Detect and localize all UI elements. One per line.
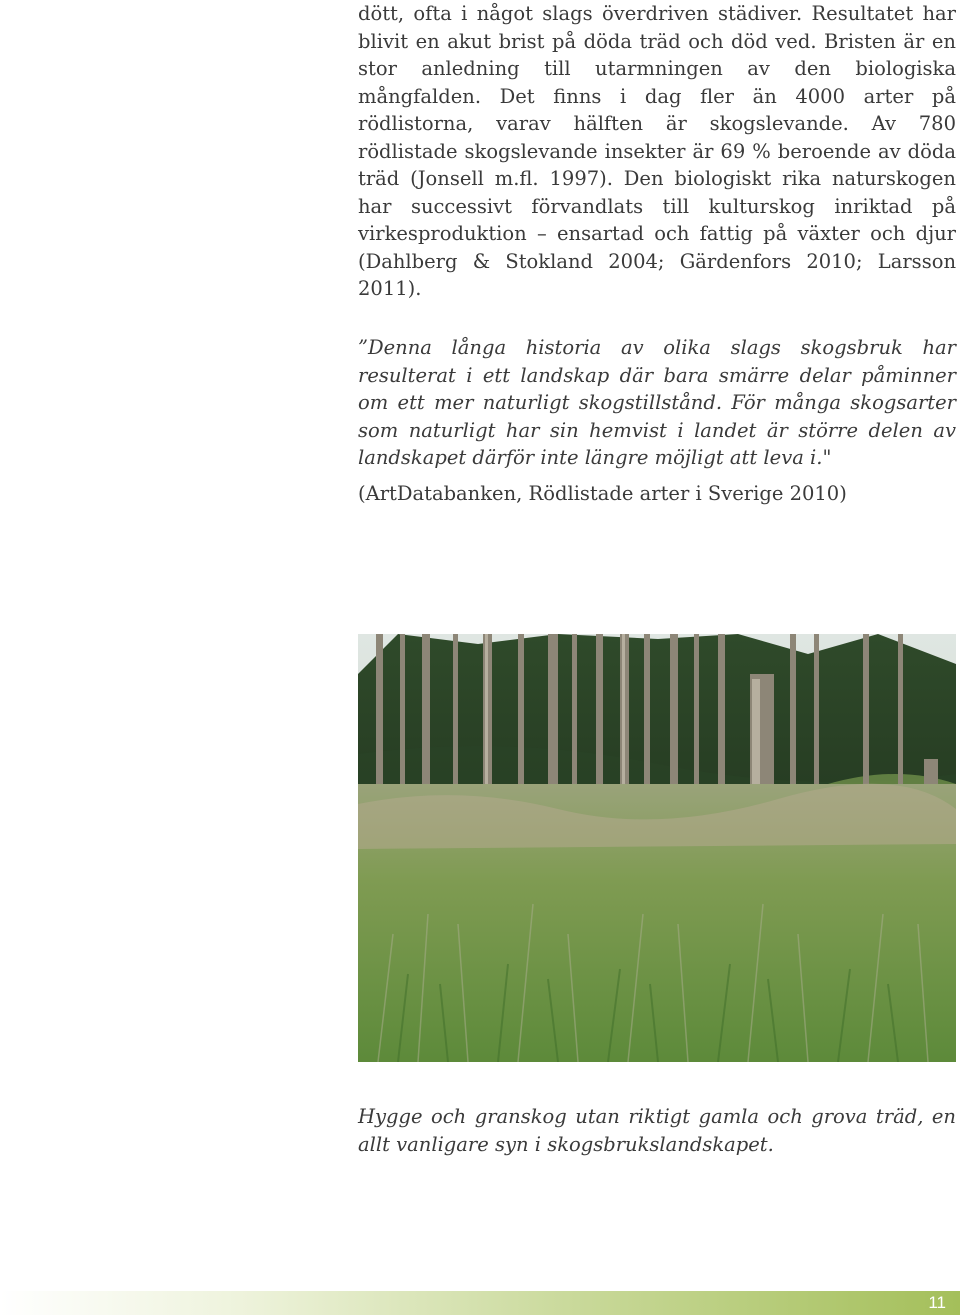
page-number: 11 <box>928 1293 946 1312</box>
quote-source: (ArtDatabanken, Rödlistade arter i Sverige 2010) <box>358 482 847 505</box>
body-paragraph: dött, ofta i något slags överdriven städiver. Resultatet har blivit en akut brist på döda träd och död ved. Bristen är en stor anledning till utarmningen av den biologiska mångfalden. Det finns i dag fler än 4000 arter på rödlistorna, varav hälften är skogslevande. Av 780 rödlistade skogslevande insekter är 69 % beroende av döda träd (Jonsell m.fl. 1997). Den biologiskt rika naturskogen har successivt förvandlats till kulturskog inriktad på virkesproduktion – ensartad och fattig på växter och djur (Dahlberg & Stokland 2004; Gärdenfors 2010; Larsson 2011). <box>358 2 956 300</box>
forest-photo <box>358 634 956 1062</box>
block-quote: ”Denna långa historia av olika slags skogsbruk har resulterat i ett landskap där bara smärre delar påminner om ett mer naturligt skogstillstånd. För många skogsarter som naturligt har sin hemvist i landet är större delen av landskapet därför inte längre möjligt att leva i." <box>358 336 956 469</box>
footer-gradient-bar <box>0 1291 960 1315</box>
photo-caption: Hygge och granskog utan riktigt gamla och grova träd, en allt vanligare syn i skogsbrukslandskapet. <box>358 1105 956 1156</box>
forest-photo-illustration <box>358 634 956 1062</box>
